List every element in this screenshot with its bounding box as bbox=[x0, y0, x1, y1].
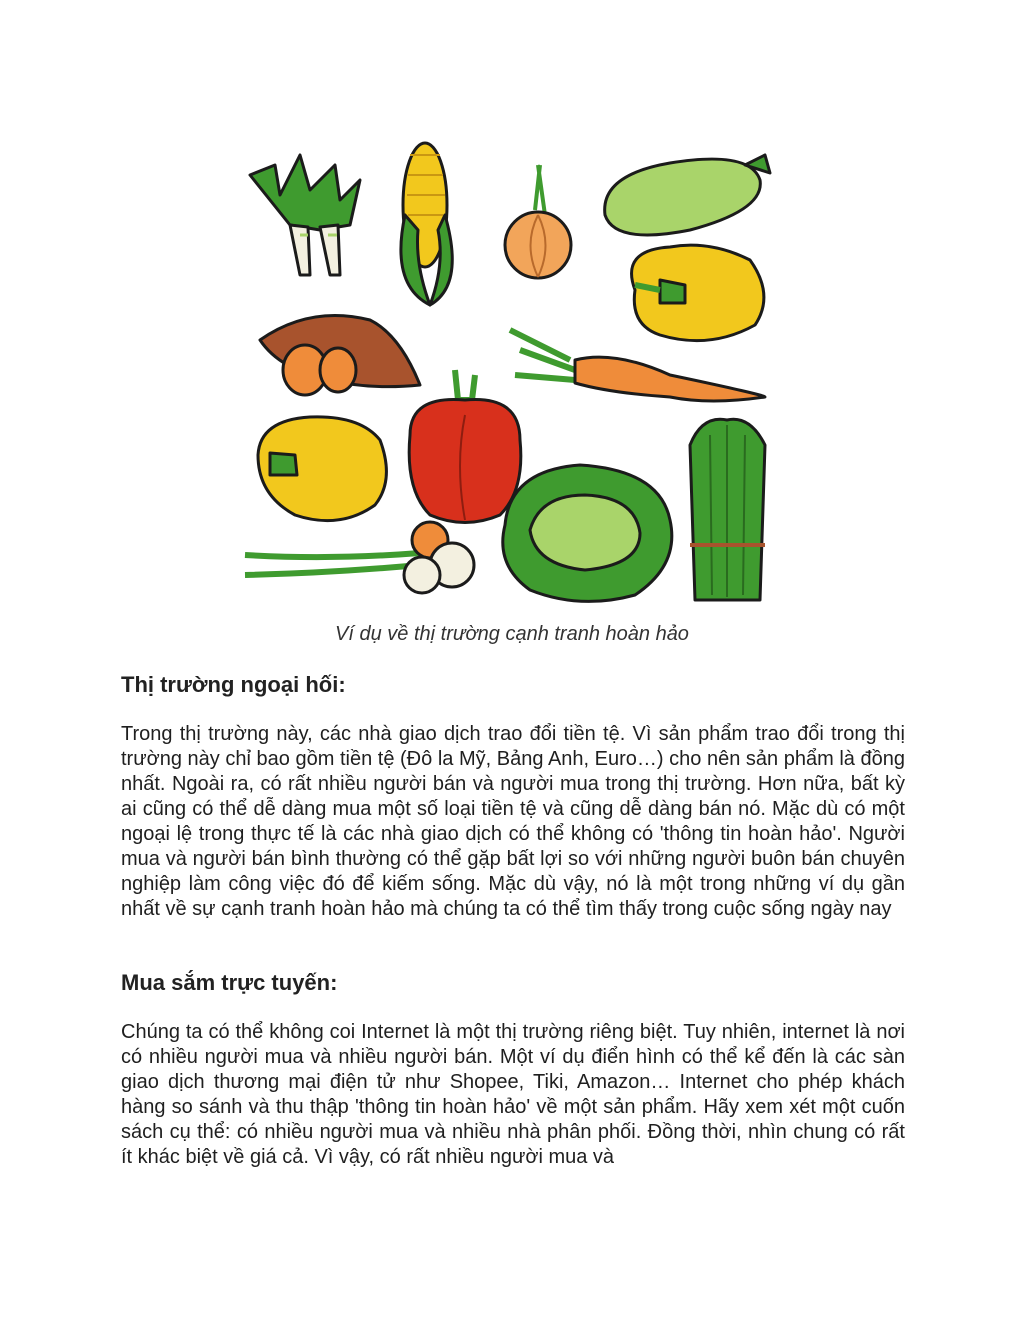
figure-caption: Ví dụ về thị trường cạnh tranh hoàn hảo bbox=[335, 623, 689, 645]
vegetables-illustration bbox=[240, 135, 775, 610]
section-heading-online-shopping: Mua sắm trực tuyến: bbox=[121, 970, 338, 995]
yellow-pepper-icon bbox=[632, 245, 764, 340]
carrot-icon bbox=[510, 330, 765, 401]
leek-icon bbox=[250, 155, 360, 275]
cabbage-icon bbox=[503, 465, 672, 601]
yellow-pepper-icon bbox=[258, 417, 386, 521]
onion-icon bbox=[505, 165, 571, 278]
section-paragraph-forex: Trong thị trường này, các nhà giao dịch trao đổi tiền tệ. Vì sản phẩm trao đổi trong thị trường này chỉ bao gồm tiền tệ (Đô la Mỹ, Bảng Anh, Euro…) cho nên sản phẩm là đồng nhất. Ngoài ra, có rất nhiều người bán và người mua trong thị trường. Hơn nữa, bất kỳ ai cũng có thể dễ dàng mua một số loại tiền tệ và cũng dễ dàng bán nó. Mặc dù có một ngoại lệ trong thực tế là các nhà giao dịch có thể không có 'thông tin hoàn hảo'. Người mua và người bán bình thường có thể gặp bất lợi so với những người buôn bán chuyên nghiệp làm công việc đó để kiếm sống. Mặc dù vậy, nó là một trong những ví dụ gần nhất về sự cạnh tranh hoàn hảo mà chúng ta có thể tìm thấy trong cuộc sống ngày nay bbox=[121, 723, 905, 920]
red-pepper-icon bbox=[409, 370, 521, 523]
zucchini-icon bbox=[605, 155, 770, 235]
sweet-potato-icon bbox=[260, 316, 420, 396]
asparagus-icon bbox=[690, 419, 765, 600]
section-heading-forex: Thị trường ngoại hối: bbox=[121, 672, 346, 697]
corn-icon bbox=[401, 143, 452, 305]
section-paragraph-online-shopping: Chúng ta có thể không coi Internet là một thị trường riêng biệt. Tuy nhiên, internet là nơi có nhiều người mua và nhiều người bán. Một ví dụ điển hình có thể kể đến là các sàn giao dịch thương mại điện tử như Shopee, Tiki, Amazon… Internet cho phép khách hàng so sánh và thu thập 'thông tin hoàn hảo' về một sản phẩm. Hãy xem xét một cuốn sách cụ thể: có nhiều người mua và nhiều nhà phân phối. Đồng thời, nhìn chung có rất ít khác biệt về giá cả. Vì vậy, có rất nhiều người mua và bbox=[121, 1021, 905, 1168]
green-onion-icon bbox=[245, 522, 474, 593]
